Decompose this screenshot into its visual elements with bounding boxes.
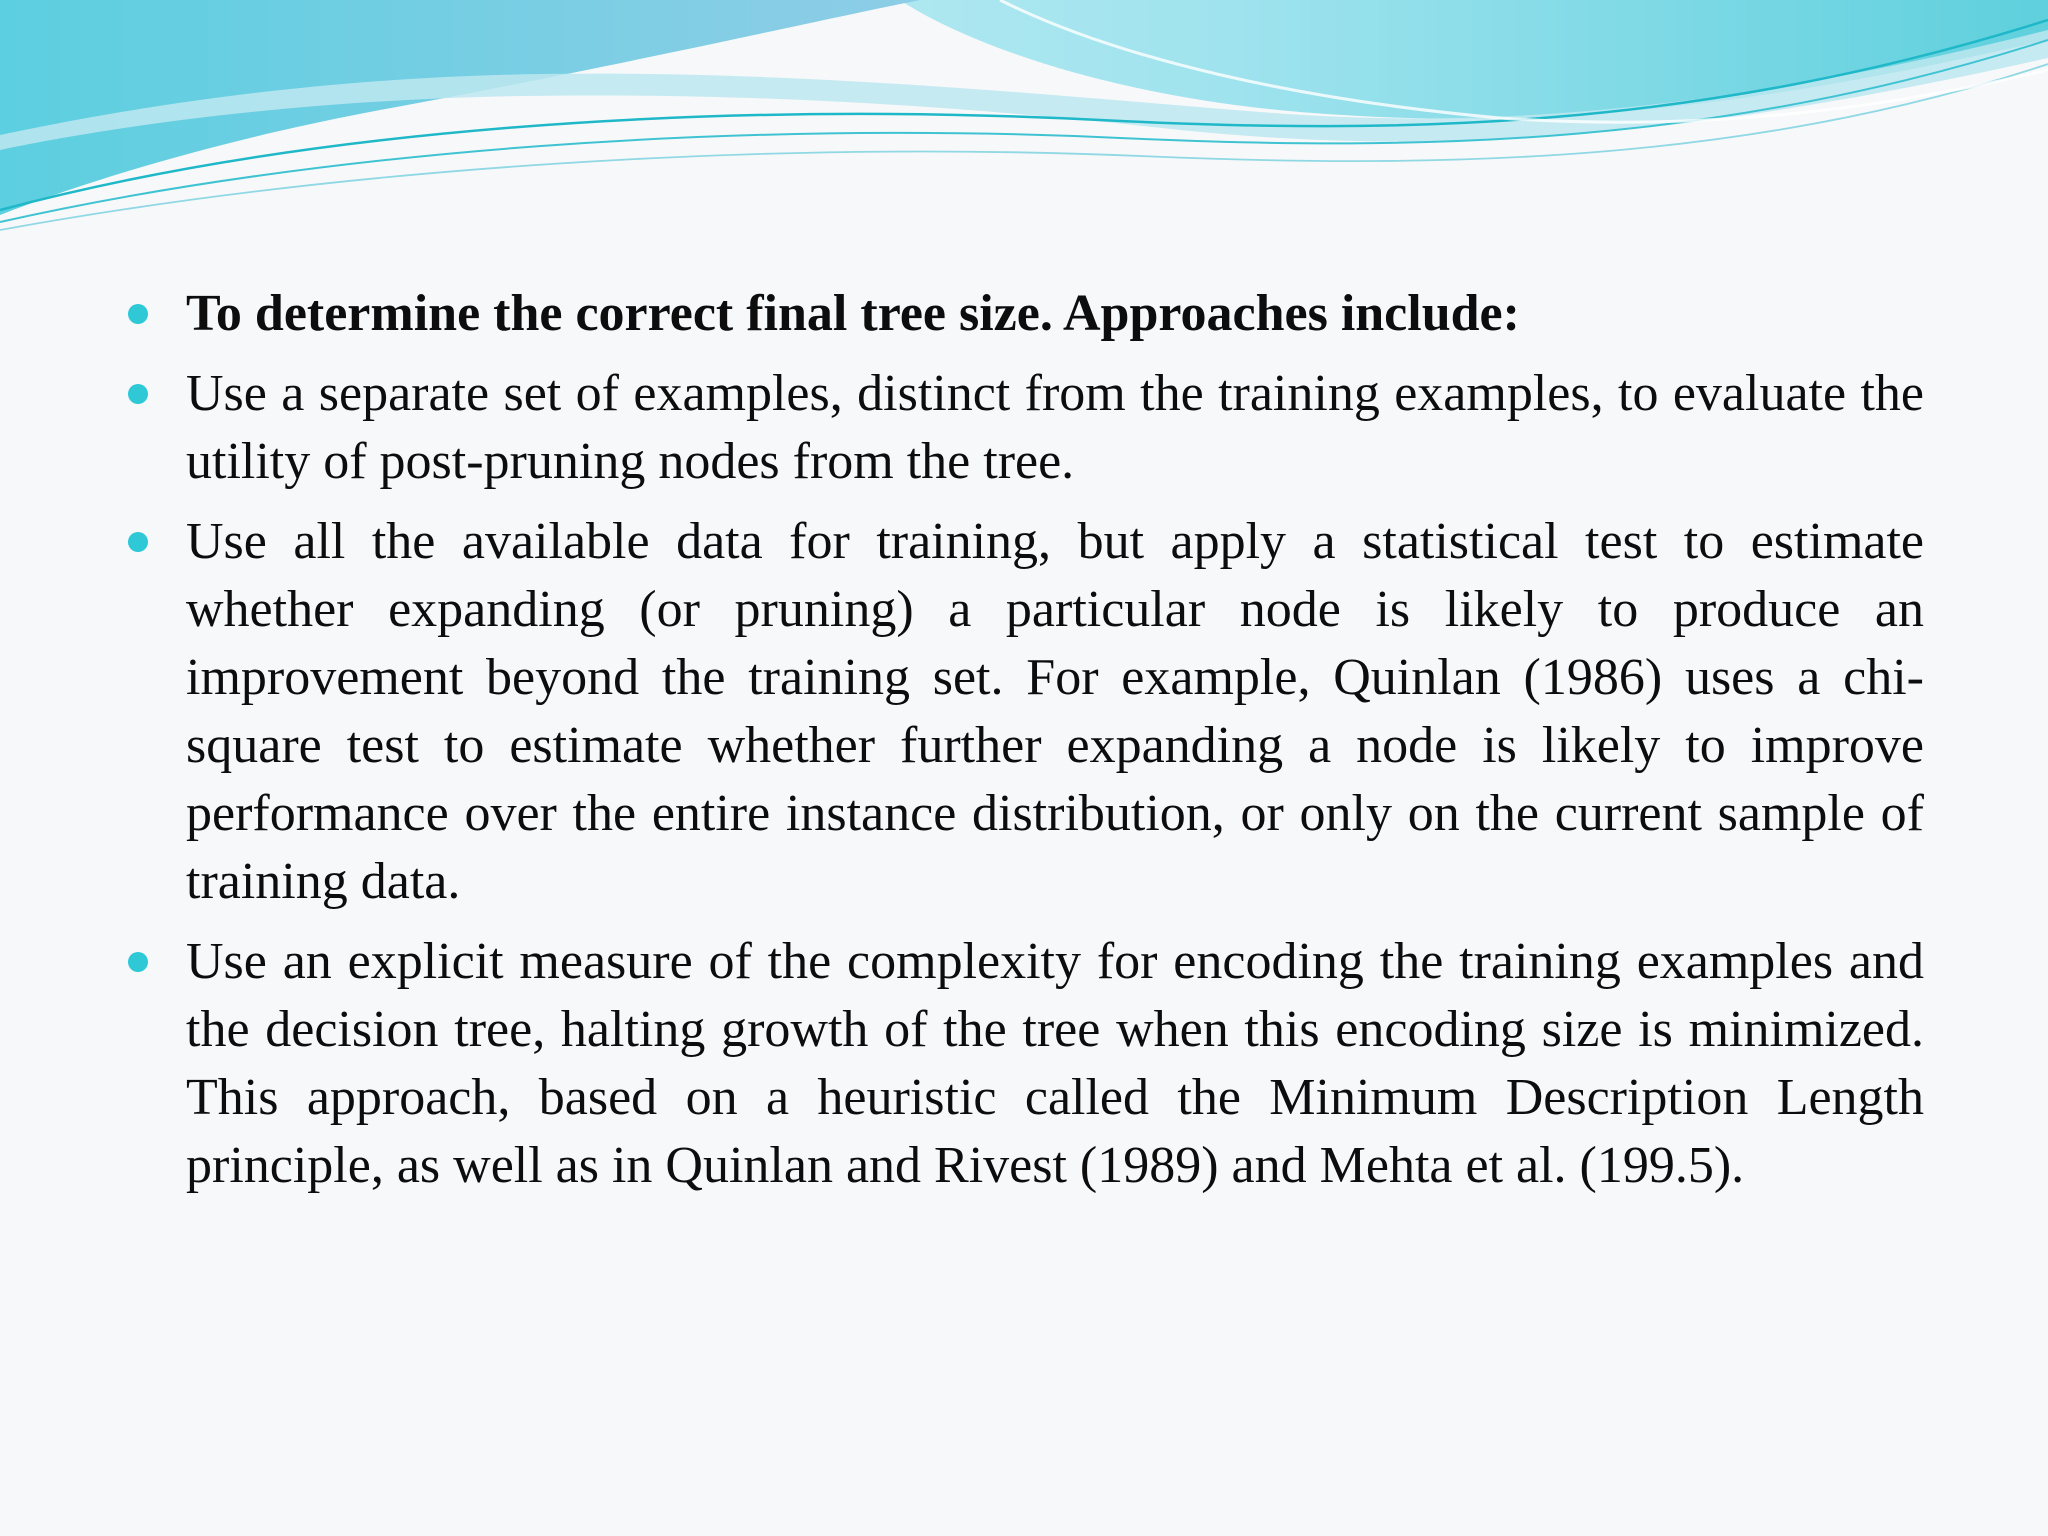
bullet-item-4: [128, 928, 1924, 1200]
wave-header-decoration: [0, 0, 2048, 240]
bullet-text: Use a separate set of examples, distinct from the training examples, to evaluate the utility of post-pruning nodes from the tree.: [186, 365, 1924, 490]
bullet-item-1: [128, 280, 1924, 348]
bullet-list: [128, 280, 1924, 1200]
bullet-text: Use an explicit measure of the complexity for encoding the training examples and the decision tree, halting growth of the tree when this encoding size is minimized. This approach, based on a heuristic called the Minimum Description Length principle, as well as in Quinlan and Rivest (1989) and Mehta et al. (199.5).: [186, 933, 1924, 1194]
bullet-item-3: [128, 508, 1924, 916]
bullet-text: Use all the available data for training, but apply a statistical test to estimate whether expanding (or pruning) a particular node is likely to produce an improvement beyond the training set. For example, Quinlan (1986) uses a chi-square test to estimate whether further expanding a node is likely to improve performance over the entire instance distribution, or only on the current sample of training data.: [186, 513, 1924, 910]
bullet-dot-icon: [128, 952, 148, 972]
content-area: [128, 280, 1924, 1212]
bullet-dot-icon: [128, 532, 148, 552]
bullet-text: To determine the correct final tree size. Approaches include:: [186, 285, 1520, 342]
bullet-item-2: [128, 360, 1924, 496]
bullet-dot-icon: [128, 304, 148, 324]
bullet-dot-icon: [128, 384, 148, 404]
